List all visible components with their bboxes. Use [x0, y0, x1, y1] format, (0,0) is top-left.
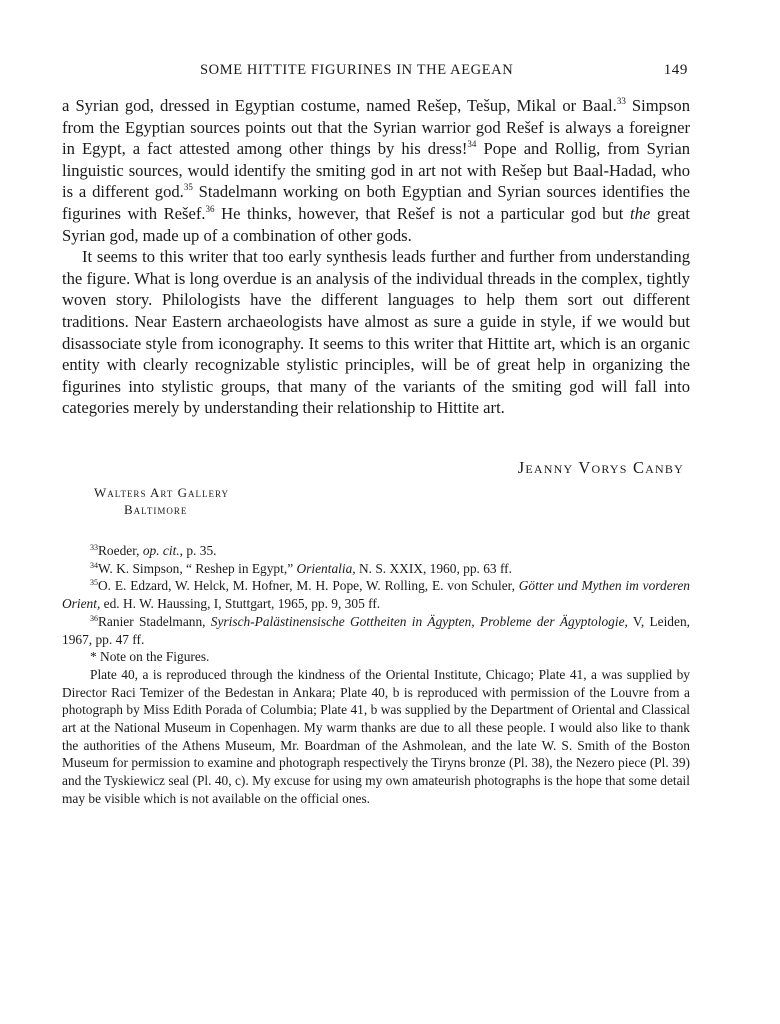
footnote-italic: Götter und Mythen im vorderen Orient,: [62, 578, 690, 612]
p1-text-5: He thinks, however, that Rešef is not a particular god but: [214, 203, 630, 223]
running-head-title: SOME HITTITE FIGURINES IN THE AEGEAN: [200, 62, 514, 78]
footnote-33: [62, 542, 690, 560]
paragraph-1: [62, 95, 690, 246]
author-signature: Jeanny Vorys Canby: [517, 458, 684, 477]
footnote-italic: op. cit.: [142, 543, 180, 558]
footnote-ref-33: 33: [616, 96, 626, 106]
footnote-ref-35: 35: [183, 182, 193, 193]
article-body: [62, 95, 690, 419]
affiliation-institution: Walters Art Gallery: [94, 485, 229, 500]
paragraph-2: It seems to this writer that too early synthesis leads further and further from understanding the figure. What is long overdue is an analysis of the individual threads in the complex, tightly woven story. Philologists have the different languages to help them sort out different traditions. Near Eastern archaeologists have almost as sure a guide in style, if we would but disassociate style from iconography. It seems to this writer that Hittite art, which is an organic entity with clearly recognizable stylistic principles, will be of great help in organizing the figurines into stylistic groups, that many of the variants of the smiting god will fall into categories merely by understanding their relationship to Hittite art.: [62, 247, 690, 418]
figures-note-heading: * Note on the Figures.: [90, 649, 210, 665]
footnote-text: V, Leiden, 1967, pp. 47 ff.: [62, 613, 690, 647]
footnote-ref-34: 34: [467, 139, 477, 150]
footnote-number: 34: [90, 560, 98, 570]
footnote-italic: Orientalia,: [296, 560, 356, 576]
footnote-text: O. E. Edzard, W. Helck, M. Hofner, M. H. Pope, W. Rolling, E. von Schuler,: [98, 578, 519, 594]
p1-text-3: Pope and Rollig, from Syrian linguistic sources, would identify the smiting god in art not with Rešep but Baal-Hadad, who is a different god.: [62, 139, 690, 202]
affiliation-city: Baltimore: [124, 502, 188, 517]
footnote-number: 36: [90, 613, 98, 623]
footnote-italic: Syrisch-Palästinensische Gottheiten in Ägypten, Probleme der Ägyptologie,: [210, 613, 628, 629]
p1-text-4: Stadelmann working on both Egyptian and Syrian sources identifies the figurines with Rešef.: [62, 182, 690, 223]
footnote-text: , p. 35.: [179, 543, 217, 558]
footnote-text: Ranier Stadelmann,: [98, 613, 211, 629]
footnote-ref-36: 36: [205, 203, 215, 214]
footnote-36: [62, 613, 690, 648]
p1-text-2: Simpson from the Egyptian sources points out that the Syrian warrior god Rešef is always a foreigner in Egypt, a fact attested among other things by his dress!: [62, 96, 690, 159]
footnote-35: [62, 577, 690, 612]
p1-text-1: a Syrian god, dressed in Egyptian costume, named Rešep, Tešup, Mikal or Baal.: [62, 96, 617, 115]
footnote-34: [62, 560, 690, 578]
author-affiliation: [94, 484, 229, 518]
page-number: 149: [663, 62, 688, 78]
footnote-text: N. S. XXIX, 1960, pp. 63 ff.: [355, 560, 512, 576]
footnotes: [62, 542, 690, 808]
footnote-text: W. K. Simpson, “ Reshep in Egypt,”: [98, 560, 297, 576]
p1-emphasis: the: [629, 203, 651, 223]
footnote-number: 35: [90, 578, 98, 588]
figures-note-text: Plate 40, a is reproduced through the kindness of the Oriental Institute, Chicago; Plate 41, a was supplied by Director Raci Temizer of the Bedestan in Ankara; Plate 40, b is reproduced with permission of the Louvre from a photograph by Miss Edith Porada of Columbia; Plate 41, b was supplied by the Department of Oriental and Classical art at the National Museum in Copenhagen. My warm thanks are due to all these people. I would also like to thank the authorities of the Athens Museum, Mr. Boardman of the Ashmolean, and the late W. S. Smith of the Boston Museum for permission to examine and photograph respectively the Tiryns bronze (Pl. 38), the Nezero piece (Pl. 39) and the Tyskiewicz seal (Pl. 40, c). My excuse for using my own amateurish photographs is the hope that some detail may be visible which is not available on the official ones.: [62, 666, 690, 806]
footnote-text: Roeder,: [98, 543, 143, 558]
footnote-text: ed. H. W. Haussing, I, Stuttgart, 1965, pp. 9, 305 ff.: [100, 596, 381, 612]
p1-text-6: great Syrian god, made up of a combination of other gods.: [62, 203, 690, 245]
footnote-number: 33: [90, 543, 98, 552]
